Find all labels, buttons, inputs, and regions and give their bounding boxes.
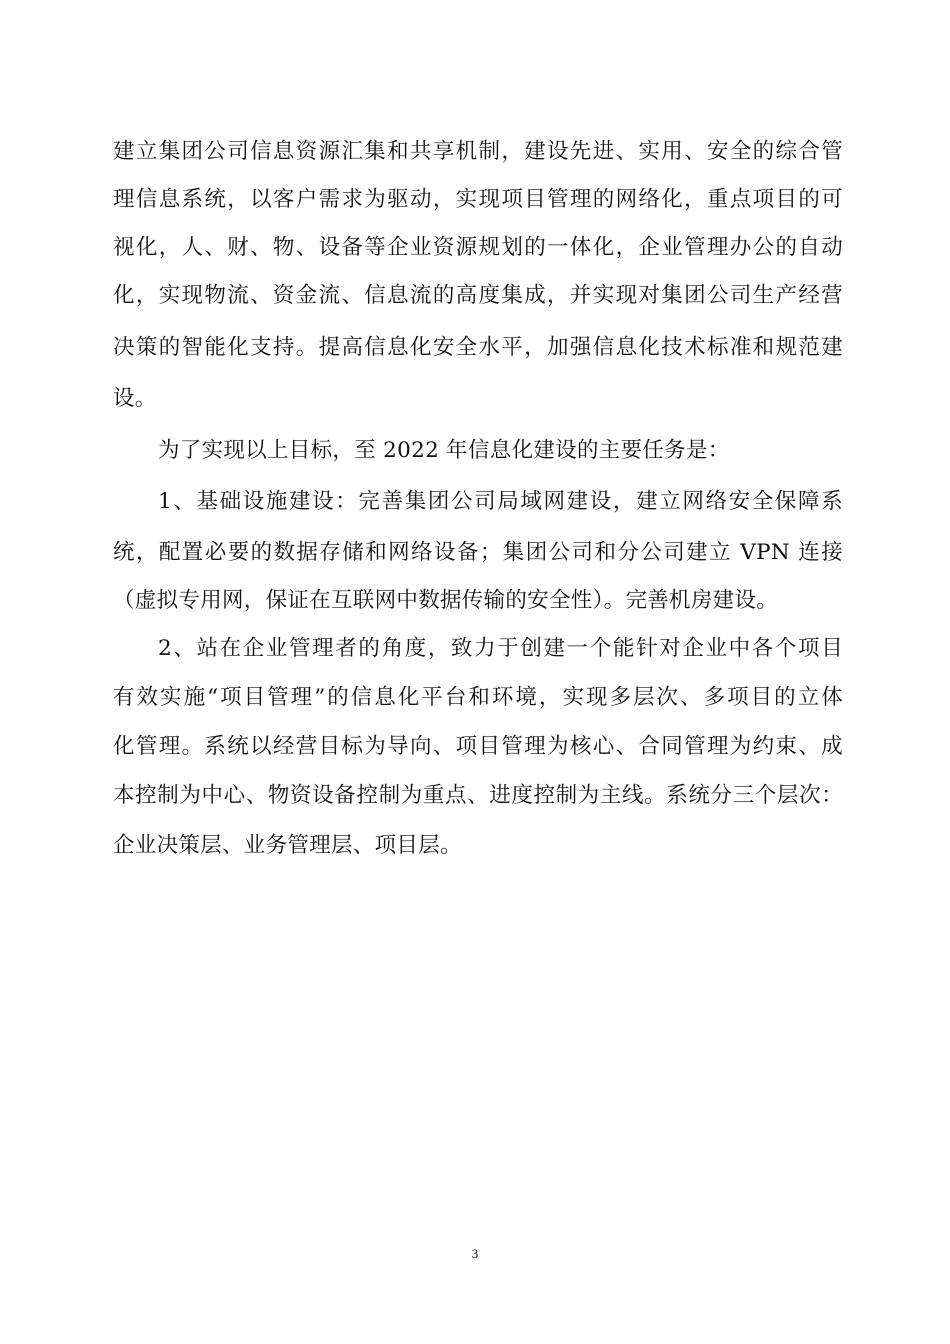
paragraph-3-line-1: 1、基础设施建设：完善集团公司局域网建设，建立网络安全保障系 bbox=[158, 489, 843, 514]
paragraph-3-line-3: （虚拟专用网，保证在互联网中数据传输的安全性）。完善机房建设。 bbox=[113, 588, 779, 613]
paragraph-4-line-1: 2、站在企业管理者的角度，致力于创建一个能针对企业中各个项目 bbox=[158, 636, 843, 661]
paragraph-3-line-2: 统，配置必要的数据存储和网络设备；集团公司和分公司建立 VPN 连接 bbox=[113, 540, 843, 565]
paragraph-1-line-3: 视化，人、财、物、设备等企业资源规划的一体化，企业管理办公的自动 bbox=[113, 235, 843, 260]
paragraph-4-line-5: 企业决策层、业务管理层、项目层。 bbox=[113, 833, 462, 858]
paragraph-1-line-5: 决策的智能化支持。提高信息化安全水平，加强信息化技术标准和规范建 bbox=[113, 335, 843, 360]
paragraph-2-line-1: 为了实现以上目标，至 2022 年信息化建设的主要任务是： bbox=[158, 438, 730, 463]
paragraph-1-line-4: 化，实现物流、资金流、信息流的高度集成，并实现对集团公司生产经营 bbox=[113, 283, 843, 308]
page-number: 3 bbox=[471, 1246, 479, 1261]
paragraph-1-line-2: 理信息系统，以客户需求为驱动，实现项目管理的网络化，重点项目的可 bbox=[113, 187, 843, 212]
paragraph-4-line-4: 本控制为中心、物资设备控制为重点、进度控制为主线。系统分三个层次： bbox=[113, 783, 843, 808]
paragraph-4-line-2: 有效实施“项目管理”的信息化平台和环境，实现多层次、多项目的立体 bbox=[113, 685, 843, 710]
paragraph-1-line-1: 建立集团公司信息资源汇集和共享机制，建设先进、实用、安全的综合管 bbox=[113, 139, 843, 164]
paragraph-4-line-3: 化管理。系统以经营目标为导向、项目管理为核心、合同管理为约束、成 bbox=[113, 734, 843, 759]
paragraph-1-line-6: 设。 bbox=[113, 386, 157, 411]
